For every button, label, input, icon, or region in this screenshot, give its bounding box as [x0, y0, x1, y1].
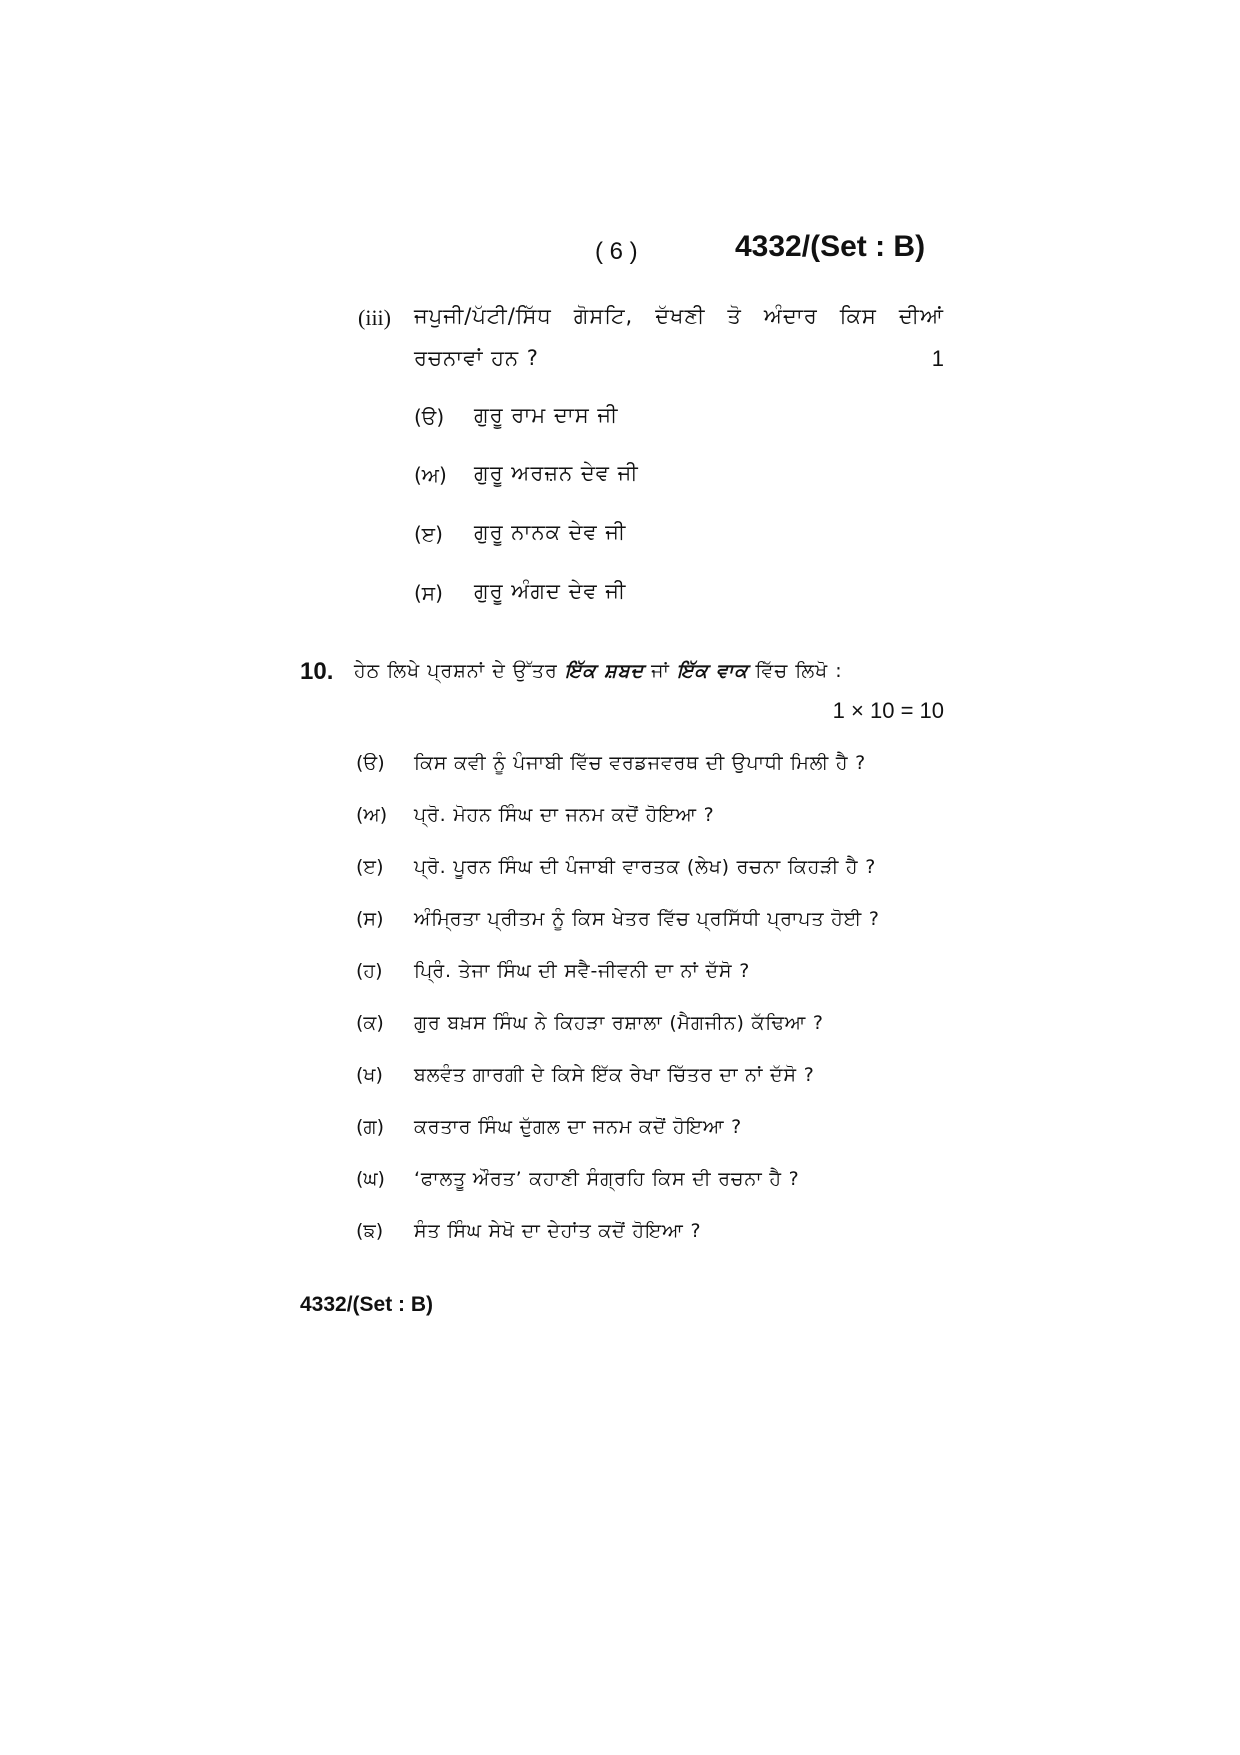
sub-question-label: (ਕ) — [356, 1012, 384, 1034]
option-label: (ੲ) — [414, 522, 443, 546]
option-text: ਗੁਰੂ ਰਾਮ ਦਾਸ ਜੀ — [474, 403, 619, 427]
question-iii-text-line2: ਰਚਨਾਵਾਂ ਹਨ ? — [414, 346, 539, 370]
sub-question-text: ਕਿਸ ਕਵੀ ਨੂੰ ਪੰਜਾਬੀ ਵਿੱਚ ਵਰਡਜਵਰਥ ਦੀ ਉਪਾਧੀ ਮਿਲੀ ਹੈ ? — [414, 752, 867, 774]
question-10-instruction — [354, 660, 843, 682]
sub-question-label: (ਸ) — [356, 908, 384, 930]
sub-question-text: ਬਲਵੰਤ ਗਾਰਗੀ ਦੇ ਕਿਸੇ ਇੱਕ ਰੇਖਾ ਚਿੱਤਰ ਦਾ ਨਾਂ ਦੱਸੋ ? — [414, 1064, 815, 1086]
sub-question-label: (ੳ) — [356, 752, 385, 774]
question-iii-number: (iii) — [358, 305, 391, 330]
sub-question-label: (ਹ) — [356, 960, 383, 982]
question-iii-text-line1: ਜਪੁਜੀ/ਪੱਟੀ/ਸਿੱਧ ਗੋਸਟਿ, ਦੱਖਣੀ ਤੋ ਅੰਦਾਰ ਕਿਸ ਦੀਆਂ — [414, 304, 944, 328]
sub-question-label: (ਙ) — [356, 1220, 384, 1242]
sub-question-label: (ਅ) — [356, 804, 388, 826]
question-iii-marks: 1 — [931, 346, 944, 371]
sub-question-text: ਗੁਰ ਬਖ਼ਸ ਸਿੰਘ ਨੇ ਕਿਹੜਾ ਰਸ਼ਾਲਾ (ਮੈਗਜੀਨ) ਕੱਢਿਆ ? — [414, 1012, 824, 1034]
sub-question-text: ਪ੍ਰਿੰ. ਤੇਜਾ ਸਿੰਘ ਦੀ ਸਵੈ-ਜੀਵਨੀ ਦਾ ਨਾਂ ਦੱਸੋ ? — [414, 960, 751, 982]
instruction-emphasis: ਇੱਕ ਸ਼ਬਦ — [564, 660, 645, 682]
sub-question-text: ਪ੍ਰੋ. ਮੋਹਨ ਸਿੰਘ ਦਾ ਜਨਮ ਕਦੋਂ ਹੋਇਆ ? — [414, 804, 715, 826]
paper-code-footer: 4332/(Set : B) — [300, 1293, 434, 1316]
option-text: ਗੁਰੂ ਅੰਗਦ ਦੇਵ ਜੀ — [474, 579, 627, 603]
paper-code-header: 4332/(Set : B) — [735, 230, 926, 263]
instruction-part: ਵਿੱਚ ਲਿਖੋ : — [755, 660, 843, 682]
sub-question-label: (ਖ) — [356, 1064, 383, 1086]
sub-question-label: (ੲ) — [356, 856, 384, 878]
sub-question-label: (ਘ) — [356, 1168, 385, 1190]
sub-question-text: ਸੰਤ ਸਿੰਘ ਸੇਖੋ ਦਾ ਦੇਹਾਂਤ ਕਦੋਂ ਹੋਇਆ ? — [414, 1220, 702, 1242]
option-label: (ਸ) — [414, 581, 443, 605]
option-text: ਗੁਰੂ ਅਰਜ਼ਨ ਦੇਵ ਜੀ — [474, 461, 639, 485]
option-label: (ੳ) — [414, 405, 445, 429]
question-10-number: 10. — [300, 658, 334, 685]
instruction-part: ਜਾਂ — [651, 660, 670, 682]
sub-question-text: ‘ਫਾਲਤੂ ਔਰਤ’ ਕਹਾਣੀ ਸੰਗ੍ਰਹਿ ਕਿਸ ਦੀ ਰਚਨਾ ਹੈ ? — [414, 1168, 800, 1190]
sub-question-label: (ਗ) — [356, 1116, 385, 1138]
sub-question-text: ਅੰਮ੍ਰਿਤਾ ਪ੍ਰੀਤਮ ਨੂੰ ਕਿਸ ਖੇਤਰ ਵਿੱਚ ਪ੍ਰਸਿੱਧੀ ਪ੍ਰਾਪਤ ਹੋਈ ? — [414, 908, 880, 930]
sub-question-text: ਕਰਤਾਰ ਸਿੰਘ ਦੁੱਗਲ ਦਾ ਜਨਮ ਕਦੋਂ ਹੋਇਆ ? — [414, 1116, 743, 1138]
option-text: ਗੁਰੂ ਨਾਨਕ ਦੇਵ ਜੀ — [474, 520, 627, 544]
sub-question-text: ਪ੍ਰੋ. ਪੂਰਨ ਸਿੰਘ ਦੀ ਪੰਜਾਬੀ ਵਾਰਤਕ (ਲੇਖ) ਰਚਨਾ ਕਿਹੜੀ ਹੈ ? — [414, 856, 877, 878]
instruction-emphasis: ਇੱਕ ਵਾਕ — [676, 660, 749, 682]
question-10-marks: 1 × 10 = 10 — [832, 698, 944, 723]
option-label: (ਅ) — [414, 463, 447, 487]
instruction-part: ਹੇਠ ਲਿਖੇ ਪ੍ਰਸ਼ਨਾਂ ਦੇ ਉੱਤਰ — [354, 660, 558, 682]
page-number: ( 6 ) — [595, 238, 638, 265]
